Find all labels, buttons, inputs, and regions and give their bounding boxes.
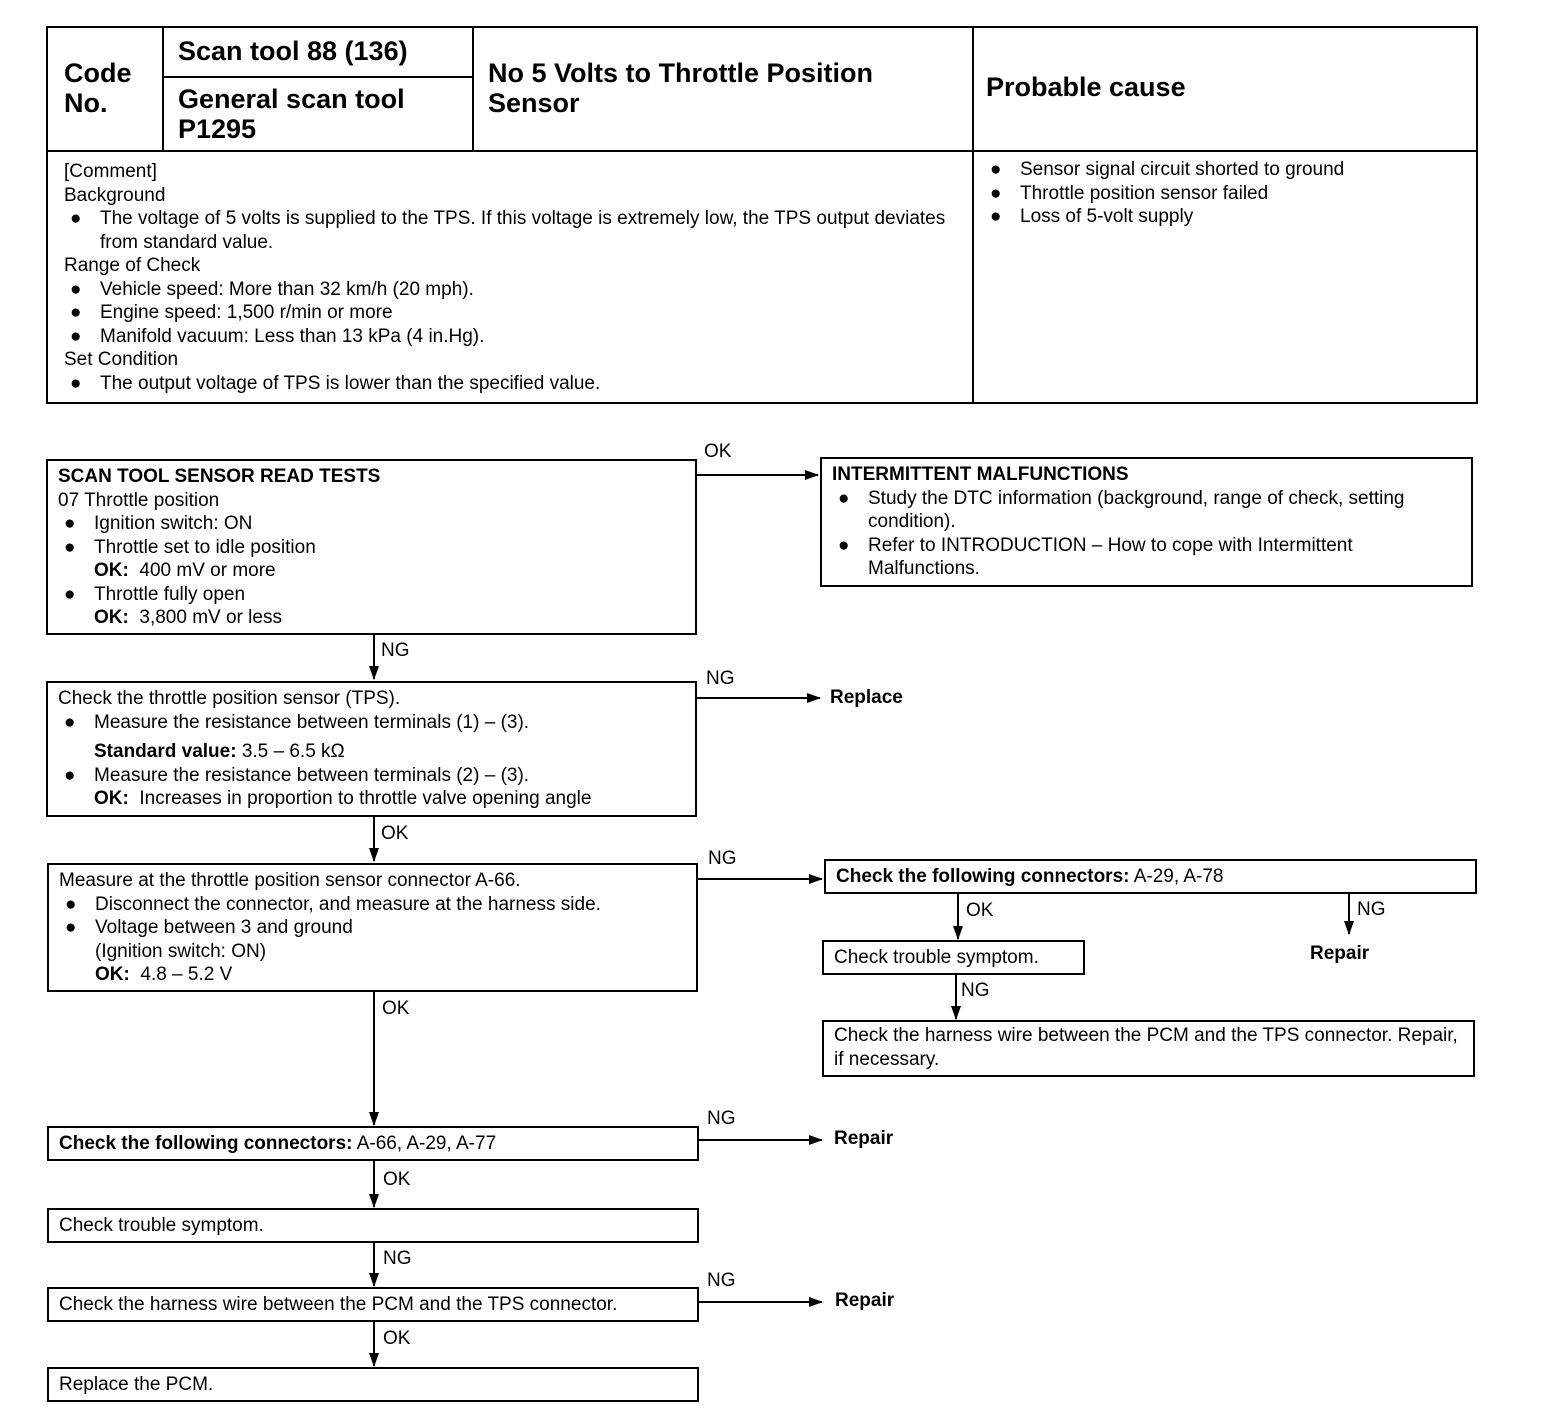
scan-tool-sensor-read-tests-box xyxy=(46,459,697,635)
condition-note: (Ignition switch: ON) xyxy=(95,940,267,962)
ng-label: NG xyxy=(383,1248,412,1269)
list-item: ● Study the DTC information (background, range of check, setting condition). xyxy=(838,487,1405,532)
ng-label: NG xyxy=(961,980,990,1001)
ng-label: NG xyxy=(707,1108,736,1129)
list-item: ● The output voltage of TPS is lower than the specified value. xyxy=(70,372,601,394)
ok-criterion: OK: Increases in proportion to throttle valve opening angle xyxy=(94,788,592,809)
ok-label: OK xyxy=(383,1169,411,1190)
box-title: INTERMITTENT MALFUNCTIONS xyxy=(832,464,1129,485)
ng-label: NG xyxy=(707,1270,736,1291)
list-item: ● Measure the resistance between terminals (2) – (3). xyxy=(64,764,530,786)
ok-label: OK xyxy=(383,1328,411,1349)
box-title: SCAN TOOL SENSOR READ TESTS xyxy=(58,466,381,487)
code-no-label: Code No. xyxy=(64,58,132,118)
ok-criterion: OK: 400 mV or more xyxy=(94,560,276,581)
repair-result-right: Repair xyxy=(1310,943,1370,964)
scan-tool-88-code: Scan tool 88 (136) xyxy=(178,36,408,66)
replace-pcm-box: Replace the PCM. xyxy=(47,1367,699,1402)
ok-criterion: OK: 3,800 mV or less xyxy=(94,607,282,628)
list-item: ● Loss of 5-volt supply xyxy=(990,206,1194,227)
harness-check-right-box: Check the harness wire between the PCM and the TPS connector. Repair, if necessary. xyxy=(822,1020,1475,1077)
list-item: ● Voltage between 3 and ground xyxy=(65,917,353,938)
ng-label: NG xyxy=(1357,899,1386,920)
standard-value: Standard value: 3.5 – 6.5 kΩ xyxy=(94,741,345,762)
ng-label: NG xyxy=(708,848,737,869)
list-item: ● Throttle position sensor failed xyxy=(990,182,1269,204)
range-of-check-label: Range of Check xyxy=(64,255,201,276)
trouble-symptom-right-box: Check trouble symptom. xyxy=(822,940,1085,975)
ok-label: OK xyxy=(966,900,994,921)
dtc-title: No 5 Volts to Throttle Position Sensor xyxy=(488,58,873,118)
list-item: ● Sensor signal circuit shorted to ground xyxy=(990,159,1345,180)
replace-result: Replace xyxy=(830,687,903,708)
ng-label: NG xyxy=(381,640,410,661)
set-condition-label: Set Condition xyxy=(64,349,179,370)
trouble-symptom-main-box: Check trouble symptom. xyxy=(47,1208,699,1243)
connector-measure-box xyxy=(47,863,698,992)
box-title: Check the throttle position sensor (TPS). xyxy=(58,688,401,709)
check-connectors-main-box: Check the following connectors: A-66, A-29, A-77 xyxy=(47,1126,699,1161)
repair-result-1: Repair xyxy=(834,1128,894,1149)
list-item: ● Measure the resistance between terminals (1) – (3). xyxy=(64,711,530,733)
list-item: ● Ignition switch: ON xyxy=(64,513,253,534)
list-item: ● Vehicle speed: More than 32 km/h (20 mph). xyxy=(70,278,474,300)
list-item: ● Throttle set to idle position xyxy=(64,536,316,558)
test-item: 07 Throttle position xyxy=(58,489,220,511)
list-item: ● The voltage of 5 volts is supplied to the TPS. If this voltage is extremely low, the TPS output deviates from standard value. xyxy=(70,208,946,253)
ng-label: NG xyxy=(706,668,735,689)
tps-check-box xyxy=(46,681,697,817)
ok-criterion: OK: 4.8 – 5.2 V xyxy=(95,964,233,985)
ok-label: OK xyxy=(381,823,409,844)
list-item: ● Manifold vacuum: Less than 13 kPa (4 in.Hg). xyxy=(70,325,485,347)
ok-label: OK xyxy=(382,998,410,1019)
repair-result-2: Repair xyxy=(835,1290,895,1311)
background-label: Background xyxy=(64,184,166,206)
comment-label: [Comment] xyxy=(64,161,157,182)
probable-cause-heading: Probable cause xyxy=(986,72,1186,102)
ok-label: OK xyxy=(704,441,732,462)
check-connectors-right-box: Check the following connectors: A-29, A-78 xyxy=(824,859,1477,894)
intermittent-malfunctions-box xyxy=(820,457,1473,587)
list-item: ● Engine speed: 1,500 r/min or more xyxy=(70,302,393,323)
harness-check-main-box: Check the harness wire between the PCM and the TPS connector. xyxy=(47,1287,699,1322)
list-item: ● Refer to INTRODUCTION – How to cope with Intermittent Malfunctions. xyxy=(838,534,1353,579)
list-item: ● Disconnect the connector, and measure at the harness side. xyxy=(65,893,601,915)
box-title: Measure at the throttle position sensor connector A-66. xyxy=(59,870,521,891)
general-scan-tool-code: General scan tool P1295 xyxy=(178,84,405,144)
list-item: ● Throttle fully open xyxy=(64,583,246,605)
